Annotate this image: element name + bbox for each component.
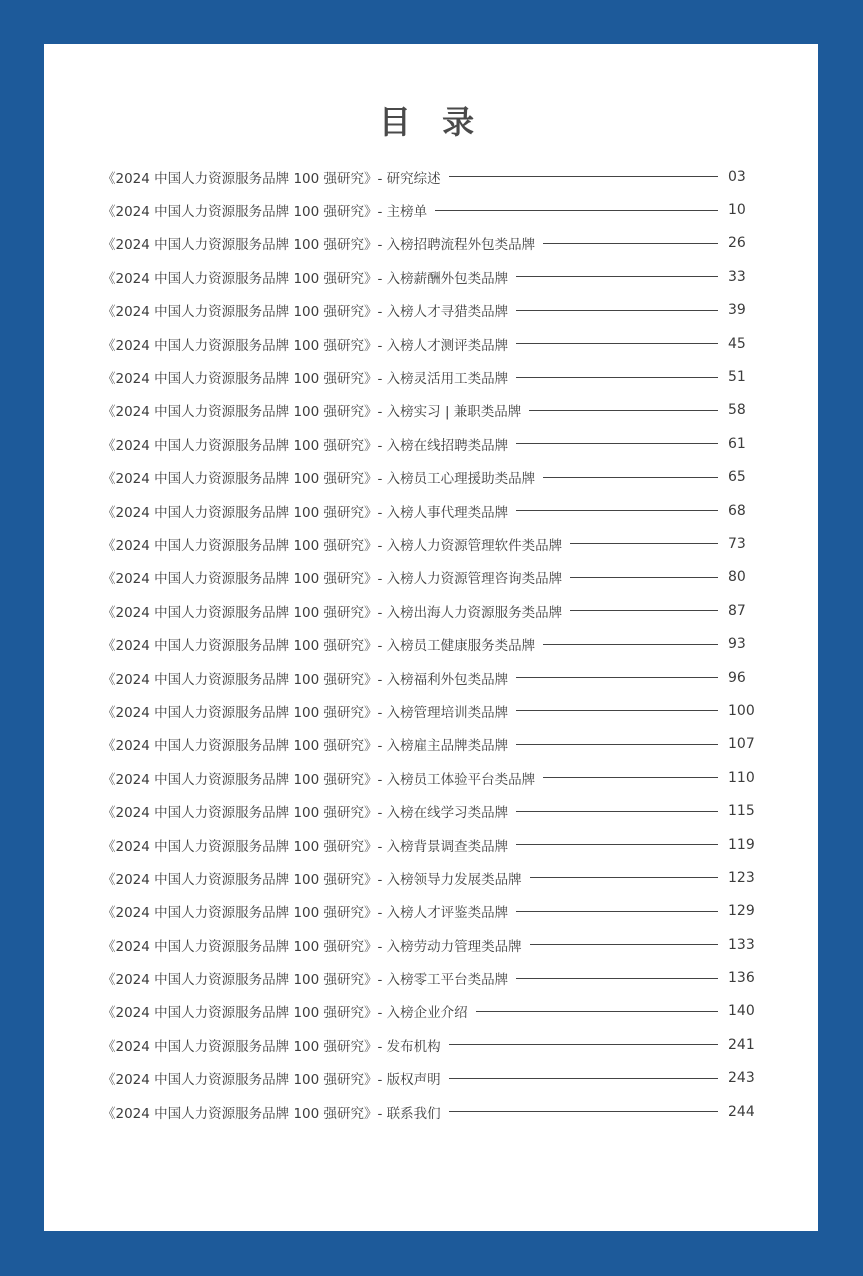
toc-leader-line [570,610,718,611]
toc-entry[interactable] [102,561,758,594]
toc-page-number: 115 [728,803,755,820]
toc-entry-section: 入榜人才评鉴类品牌 [386,905,509,922]
toc-entry-label [102,567,562,587]
toc-page-number: 243 [728,1070,755,1087]
toc-entry-label [102,901,508,921]
toc-entry-label [102,868,522,888]
toc-entry-section: 入榜员工健康服务类品牌 [386,638,536,655]
toc-entry-label [102,634,535,654]
toc-page-number: 244 [728,1103,755,1120]
toc-entry-section: 入榜在线招聘类品牌 [386,437,509,454]
toc-entry-section: 入榜招聘流程外包类品牌 [386,237,536,254]
toc-page-number: 58 [728,402,746,419]
toc-entry-prefix: 《2024 中国人力资源服务品牌 100 强研究》- [102,905,387,922]
toc-page-number: 136 [728,970,755,987]
toc-entry[interactable] [102,1095,758,1128]
toc-entry[interactable] [102,160,758,193]
toc-entry[interactable] [102,227,758,260]
toc-entry-prefix: 《2024 中国人力资源服务品牌 100 强研究》- [102,972,387,989]
toc-page-number: 133 [728,936,755,953]
toc-entry[interactable] [102,394,758,427]
toc-entry-prefix: 《2024 中国人力资源服务品牌 100 强研究》- [102,1072,387,1089]
toc-page-number: 110 [728,769,755,786]
toc-entry[interactable] [102,895,758,928]
toc-entry-label [102,367,508,387]
toc-page-number: 61 [728,435,746,452]
toc-page-number: 26 [728,235,746,252]
toc-entry-section: 入榜实习 | 兼职类品牌 [386,404,522,421]
toc-entry-label [102,968,508,988]
toc-entry-prefix: 《2024 中国人力资源服务品牌 100 强研究》- [102,504,387,521]
toc-leader-line [516,343,718,344]
toc-entry-prefix: 《2024 中国人力资源服务品牌 100 强研究》- [102,738,387,755]
toc-page-number: 80 [728,569,746,586]
toc-entry-section: 入榜人事代理类品牌 [386,504,509,521]
table-of-contents [102,160,758,1128]
toc-entry-label [102,701,508,721]
toc-page-number: 123 [728,869,755,886]
toc-entry-label [102,334,508,354]
toc-entry-label [102,734,508,754]
toc-page-number: 33 [728,268,746,285]
toc-entry-prefix: 《2024 中国人力资源服务品牌 100 强研究》- [102,604,387,621]
toc-page-number: 93 [728,636,746,653]
toc-title: 目 录 [378,103,485,141]
toc-leader-line [516,911,718,912]
toc-page-number: 241 [728,1036,755,1053]
toc-entry[interactable] [102,260,758,293]
toc-leader-line [530,877,718,878]
toc-entry-prefix: 《2024 中国人力资源服务品牌 100 强研究》- [102,371,387,388]
toc-entry-prefix: 《2024 中国人力资源服务品牌 100 强研究》- [102,838,387,855]
toc-entry-section: 入榜福利外包类品牌 [386,671,509,688]
toc-page-number: 68 [728,502,746,519]
toc-leader-line [449,1111,718,1112]
toc-entry-section: 联系我们 [386,1105,441,1122]
toc-leader-line [449,176,718,177]
toc-page-number: 87 [728,602,746,619]
toc-leader-line [543,477,718,478]
toc-entry-prefix: 《2024 中国人力资源服务品牌 100 强研究》- [102,1005,387,1022]
toc-entry-prefix: 《2024 中国人力资源服务品牌 100 强研究》- [102,771,387,788]
toc-leader-line [435,210,718,211]
toc-entry-prefix: 《2024 中国人力资源服务品牌 100 强研究》- [102,237,387,254]
toc-entry[interactable] [102,728,758,761]
toc-entry-label [102,1035,441,1055]
toc-page-number: 96 [728,669,746,686]
toc-entry-prefix: 《2024 中国人力资源服务品牌 100 强研究》- [102,638,387,655]
toc-entry[interactable] [102,594,758,627]
toc-leader-line [530,944,718,945]
toc-leader-line [476,1011,718,1012]
toc-entry-section: 入榜雇主品牌类品牌 [386,738,509,755]
toc-entry-label [102,167,441,187]
toc-page-number: 51 [728,369,746,386]
toc-entry-label [102,200,427,220]
toc-entry-label [102,534,562,554]
toc-entry-section: 入榜出海人力资源服务类品牌 [386,604,563,621]
toc-entry-section: 发布机构 [386,1038,441,1055]
toc-entry-label [102,768,535,788]
toc-entry-section: 入榜领导力发展类品牌 [386,871,522,888]
toc-leader-line [516,310,718,311]
toc-entry[interactable] [102,627,758,660]
toc-leader-line [516,276,718,277]
toc-entry-label [102,935,522,955]
toc-entry[interactable] [102,828,758,861]
toc-entry-label [102,668,508,688]
toc-leader-line [516,811,718,812]
toc-page-number: 140 [728,1003,755,1020]
toc-entry-label [102,434,508,454]
toc-page-number: 100 [728,702,755,719]
toc-leader-line [529,410,718,411]
toc-entry-prefix: 《2024 中国人力资源服务品牌 100 强研究》- [102,1038,387,1055]
toc-entry-label [102,801,508,821]
toc-leader-line [516,510,718,511]
toc-entry-section: 入榜管理培训类品牌 [386,704,509,721]
toc-entry-section: 入榜人才测评类品牌 [386,337,509,354]
toc-entry-section: 入榜员工心理援助类品牌 [386,471,536,488]
toc-leader-line [516,978,718,979]
toc-entry-section: 研究综述 [386,170,441,187]
toc-page-number: 45 [728,335,746,352]
toc-entry-section: 版权声明 [386,1072,441,1089]
toc-entry-label [102,601,562,621]
toc-entry-label [102,501,508,521]
toc-entry-prefix: 《2024 中国人力资源服务品牌 100 强研究》- [102,871,387,888]
toc-entry-label [102,1001,468,1021]
toc-entry[interactable] [102,494,758,527]
toc-entry-section: 入榜在线学习类品牌 [386,805,509,822]
toc-leader-line [543,243,718,244]
toc-entry-section: 入榜劳动力管理类品牌 [386,938,522,955]
toc-leader-line [449,1078,718,1079]
toc-entry-prefix: 《2024 中国人力资源服务品牌 100 强研究》- [102,337,387,354]
toc-entry-prefix: 《2024 中国人力资源服务品牌 100 强研究》- [102,471,387,488]
toc-entry[interactable] [102,928,758,961]
toc-leader-line [543,777,718,778]
toc-leader-line [516,744,718,745]
toc-entry-label [102,267,508,287]
toc-entry-prefix: 《2024 中国人力资源服务品牌 100 强研究》- [102,1105,387,1122]
toc-entry-prefix: 《2024 中国人力资源服务品牌 100 强研究》- [102,671,387,688]
toc-entry-prefix: 《2024 中国人力资源服务品牌 100 强研究》- [102,805,387,822]
toc-page-number: 39 [728,302,746,319]
toc-entry-prefix: 《2024 中国人力资源服务品牌 100 强研究》- [102,938,387,955]
toc-leader-line [543,644,718,645]
toc-entry-prefix: 《2024 中国人力资源服务品牌 100 强研究》- [102,571,387,588]
toc-leader-line [516,844,718,845]
toc-entry-prefix: 《2024 中国人力资源服务品牌 100 强研究》- [102,704,387,721]
toc-entry-section: 入榜人力资源管理咨询类品牌 [386,571,563,588]
toc-entry-prefix: 《2024 中国人力资源服务品牌 100 强研究》- [102,304,387,321]
toc-entry[interactable] [102,427,758,460]
toc-entry[interactable] [102,794,758,827]
toc-leader-line [570,543,718,544]
toc-entry-prefix: 《2024 中国人力资源服务品牌 100 强研究》- [102,537,387,554]
toc-entry-label [102,1102,441,1122]
toc-entry-prefix: 《2024 中国人力资源服务品牌 100 强研究》- [102,170,387,187]
toc-leader-line [449,1044,718,1045]
toc-entry-label [102,835,508,855]
toc-entry-section: 入榜企业介绍 [386,1005,468,1022]
toc-entry-label [102,1068,441,1088]
toc-entry-section: 入榜背景调查类品牌 [386,838,509,855]
toc-entry[interactable] [102,995,758,1028]
toc-entry[interactable] [102,961,758,994]
toc-entry[interactable] [102,461,758,494]
toc-entry-label [102,233,535,253]
toc-entry-prefix: 《2024 中国人力资源服务品牌 100 强研究》- [102,404,387,421]
toc-leader-line [570,577,718,578]
toc-leader-line [516,443,718,444]
toc-entry[interactable] [102,294,758,327]
toc-entry-section: 入榜零工平台类品牌 [386,972,509,989]
toc-entry-label [102,300,508,320]
toc-entry-prefix: 《2024 中国人力资源服务品牌 100 强研究》- [102,437,387,454]
toc-entry-section: 入榜人力资源管理软件类品牌 [386,537,563,554]
toc-entry-prefix: 《2024 中国人力资源服务品牌 100 强研究》- [102,204,387,221]
toc-page-number: 129 [728,903,755,920]
toc-page-number: 65 [728,469,746,486]
toc-entry[interactable] [102,861,758,894]
toc-entry-section: 入榜灵活用工类品牌 [386,371,509,388]
toc-entry[interactable] [102,1028,758,1061]
toc-entry-section: 入榜员工体验平台类品牌 [386,771,536,788]
toc-entry-label [102,467,535,487]
toc-entry[interactable] [102,694,758,727]
toc-leader-line [516,710,718,711]
toc-entry-label [102,400,521,420]
toc-page-number: 107 [728,736,755,753]
toc-entry[interactable] [102,1062,758,1095]
toc-entry[interactable] [102,527,758,560]
toc-entry[interactable] [102,761,758,794]
toc-page-number: 03 [728,168,746,185]
toc-entry[interactable] [102,360,758,393]
toc-page-number: 73 [728,535,746,552]
toc-page-number: 119 [728,836,755,853]
toc-entry[interactable] [102,327,758,360]
toc-page-number: 10 [728,202,746,219]
toc-leader-line [516,677,718,678]
toc-entry-section: 入榜人才寻猎类品牌 [386,304,509,321]
toc-entry-section: 入榜薪酬外包类品牌 [386,270,509,287]
toc-entry-section: 主榜单 [386,204,428,221]
toc-leader-line [516,377,718,378]
toc-entry[interactable] [102,661,758,694]
toc-entry-prefix: 《2024 中国人力资源服务品牌 100 强研究》- [102,270,387,287]
toc-entry[interactable] [102,193,758,226]
